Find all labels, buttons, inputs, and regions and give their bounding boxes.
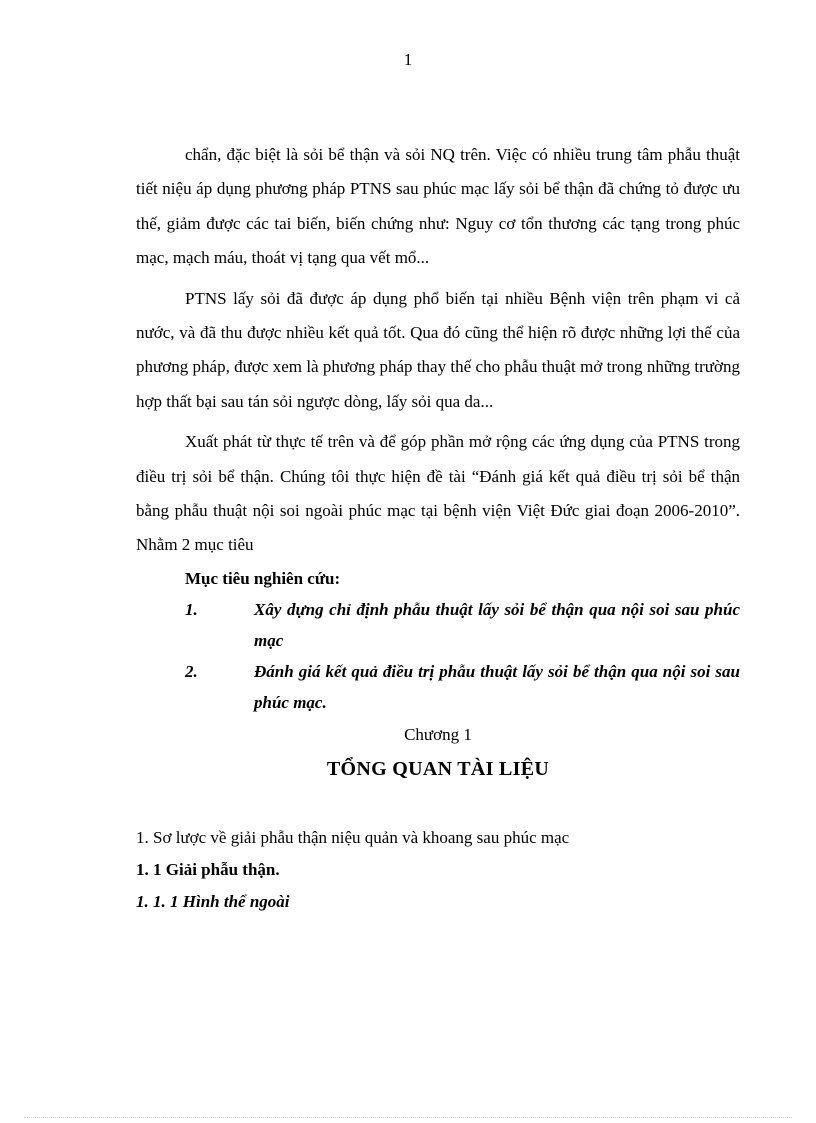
paragraph: Xuất phát từ thực tế trên và để góp phần mở rộng các ứng dụng của PTNS trong điều trị sỏi bể thận. Chúng tôi thực hiện đề tài “Đánh giá kết quả điều trị sỏi bể thận bằng phẫu thuật nội soi ngoài phúc mạc tại bệnh viện Việt Đức giai đoạn 2006-2010”. Nhằm 2 mục tiêu	[136, 432, 740, 555]
section-heading-level2: 1. 1 Giải phẫu thận.	[136, 859, 280, 879]
aim-text: Xây dựng chỉ định phẫu thuật lấy sỏi bể thận qua nội soi sau phúc mạc	[254, 599, 740, 650]
page-bottom-divider	[24, 1117, 792, 1118]
paragraph: PTNS lấy sỏi đã được áp dụng phổ biến tại nhiều Bệnh viện trên phạm vi cả nước, và đã thu được nhiều kết quả tốt. Qua đó cũng thể hiện rõ được những lợi thế của phương pháp, được xem là phương pháp thay thế cho phẫu thuật mở trong những trường hợp thất bại sau tán sỏi ngược dòng, lấy sỏi qua da...	[136, 288, 740, 411]
aim-item	[136, 656, 740, 718]
aim-item	[136, 594, 740, 656]
section-heading-level1: 1. Sơ lược về giải phẫu thận niệu quản và khoang sau phúc mạc	[136, 827, 570, 847]
paragraph: chẩn, đặc biệt là sỏi bể thận và sỏi NQ trên. Việc có nhiều trung tâm phẫu thuật tiết niệu áp dụng phương pháp PTNS sau phúc mạc lấy sỏi bể thận đã chứng tỏ được ưu thế, giảm được các tai biến, biến chứng như: Nguy cơ tổn thương các tạng trong phúc mạc, mạch máu, thoát vị tạng qua vết mổ...	[136, 145, 740, 268]
aim-number: 2.	[185, 661, 198, 681]
aim-number: 1.	[185, 599, 198, 619]
aims-heading: Mục tiêu nghiên cứu:	[185, 568, 341, 588]
chapter-label: Chương 1	[404, 724, 472, 744]
chapter-title: TỔNG QUAN TÀI LIỆU	[326, 757, 550, 780]
section-heading-level3: 1. 1. 1 Hình thể ngoài	[136, 891, 290, 911]
document-body	[136, 138, 740, 918]
page-number: 1	[403, 50, 413, 69]
aim-text: Đánh giá kết quả điều trị phẫu thuật lấy sỏi bể thận qua nội soi sau phúc mạc.	[254, 661, 740, 712]
